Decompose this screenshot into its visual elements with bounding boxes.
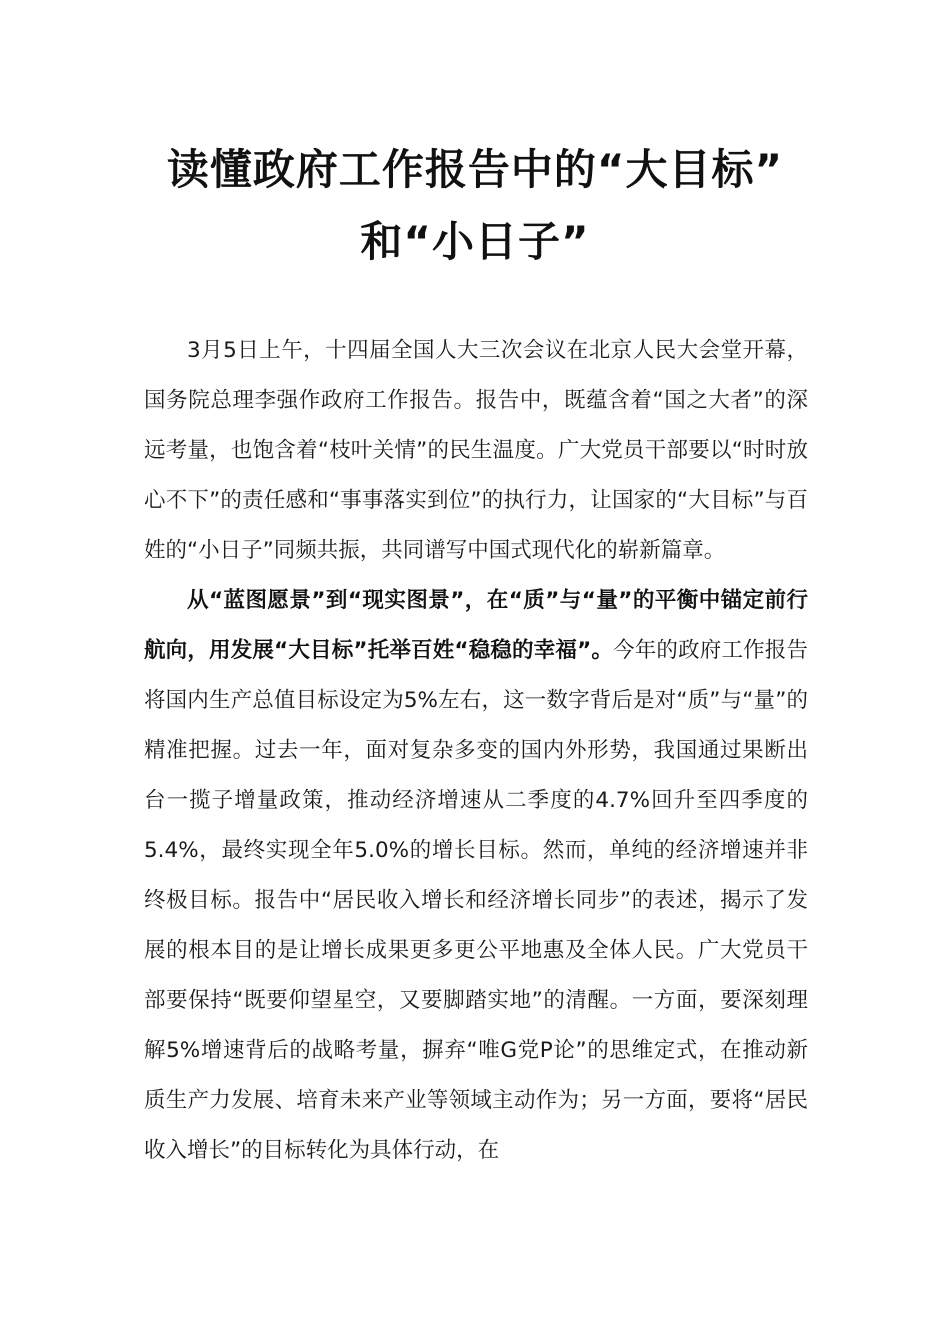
paragraph-1-text: 3月5日上午，十四届全国人大三次会议在北京人民大会堂开幕，国务院总理李强作政府工作报告。报告中，既蕴含着“国之大者”的深远考量，也饱含着“枝叶关情”的民生温度。广大党员干部要以“时时放心不下”的责任感和“事事落实到位”的执行力，让国家的“大目标”与百姓的“小日子”同频共振，共同谱写中国式现代化的崭新篇章。 [144,338,808,563]
document-title [120,134,830,278]
title-line-2: 和“小日子” [360,217,590,266]
paragraph-2 [144,576,808,1176]
document-body [144,326,808,1176]
title-line-1: 读懂政府工作报告中的“大目标” [166,145,784,194]
paragraph-1 [144,326,808,576]
paragraph-2-lead: 从“蓝图愿景”到“现实图景”，在“质”与“量”的平衡中锚定前行航向，用发展“大目标”托举百姓“稳稳的幸福”。 [144,588,808,663]
paragraph-2-text: 今年的政府工作报告将国内生产总值目标设定为5%左右，这一数字背后是对“质”与“量”的精准把握。过去一年，面对复杂多变的国内外形势，我国通过果断出台一揽子增量政策，推动经济增速从二季度的4.7%回升至四季度的5.4%，最终实现全年5.0%的增长目标。然而，单纯的经济增速并非终极目标。报告中“居民收入增长和经济增长同步”的表述，揭示了发展的根本目的是让增长成果更多更公平地惠及全体人民。广大党员干部要保持“既要仰望星空，又要脚踏实地”的清醒。一方面，要深刻理解5%增速背后的战略考量，摒弃“唯G党P论”的思维定式，在推动新质生产力发展、培育未来产业等领域主动作为；另一方面，要将“居民收入增长”的目标转化为具体行动，在 [144,638,808,1163]
